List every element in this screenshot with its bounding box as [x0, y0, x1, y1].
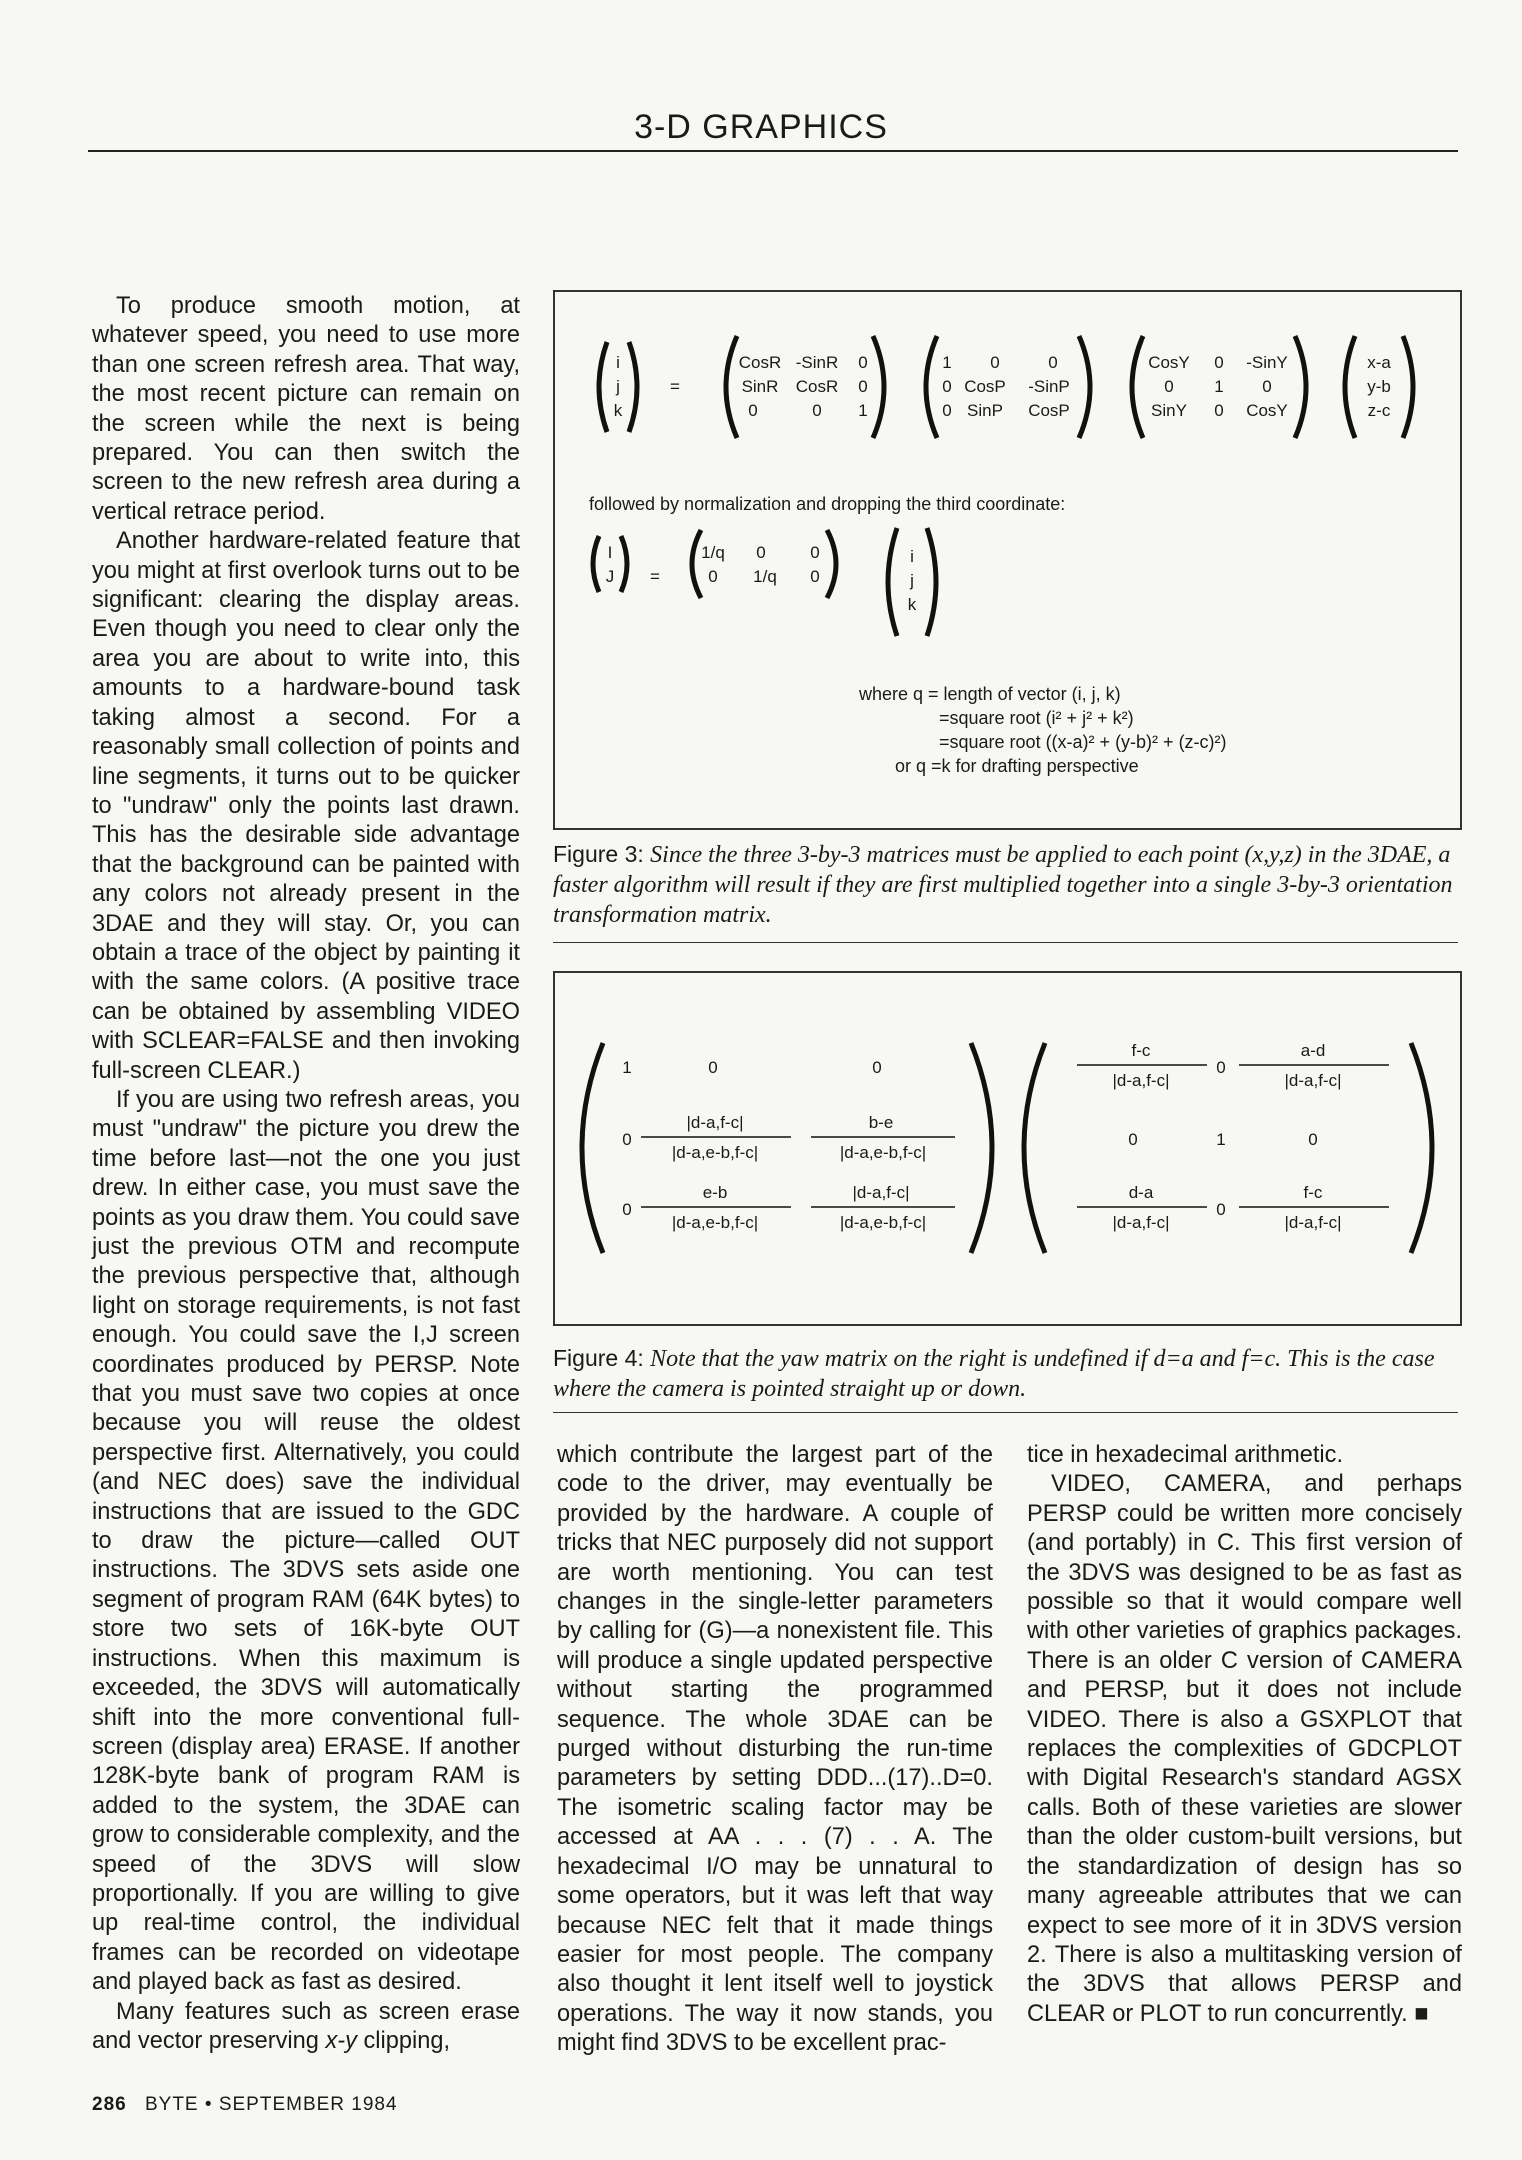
body-column-left	[92, 292, 520, 2056]
paren-left	[582, 1043, 603, 1253]
figure-label: Figure 4:	[553, 1345, 644, 1371]
matrix-entry: CosP	[1028, 401, 1070, 420]
matrix-entry: 0	[1262, 377, 1272, 396]
matrix-entry: CosR	[738, 353, 782, 372]
matrix-entry: 1/q	[753, 567, 777, 586]
paren-left	[692, 530, 701, 598]
fraction-numerator: e-b	[702, 1183, 728, 1202]
fraction-numerator: a-d	[1300, 1041, 1326, 1060]
where-line: or q =k for drafting perspective	[895, 756, 1139, 776]
matrix-entry: 1	[858, 401, 868, 420]
matrix-entry: y-b	[1367, 377, 1391, 396]
matrix-entry: 0	[622, 1200, 632, 1219]
where-line: =square root (i² + j² + k²)	[939, 708, 1134, 728]
matrix-entry: 0	[622, 1130, 632, 1149]
paragraph: To produce smooth motion, at whatever speed, you need to use more than one screen refresh area. That way, the most recent picture can remain on the screen while the next is being prepared. You can then switch the screen to the new refresh area during a vertical retrace period.	[92, 293, 520, 525]
matrix-entry: k	[907, 595, 917, 614]
paren-left	[1345, 336, 1355, 438]
matrix-entry: 0	[1216, 1200, 1226, 1219]
matrix-entry: 1	[1214, 377, 1224, 396]
figure-4-caption	[553, 1344, 1458, 1404]
header-rule	[88, 150, 1458, 152]
figure-3	[553, 290, 1462, 830]
paren-right	[1295, 336, 1306, 438]
page-header-title: 3-D GRAPHICS	[634, 108, 888, 146]
paragraph: VIDEO, CAMERA, and perhaps PERSP could be written more concisely (and portably) in C. This first version of the 3DVS was designed to be as fast as possible so that it would compare well with other varieties of graphics packages. There is an older C version of CAMERA and PERSP, but it does not include VIDEO. There is also a GSXPLOT that replaces the complexities of GDCPLOT with Digital Research's standard AGSX calls. Both of these varieties are slower than the older custom-built versions, but the standardization of design has so many agreeable attributes that we can expect to see more of it in 3DVS version 2. There is also a multitasking version of the 3DVS that allows PERSP and CLEAR or PLOT to run concurrently. ■	[1027, 1471, 1462, 2027]
caption-text: Note that the yaw matrix on the right is undefined if d=a and f=c. This is the case where the camera is pointed straight up or down.	[553, 1346, 1435, 1402]
matrix-entry: k	[613, 401, 623, 420]
fraction-denominator: |d-a,f-c|	[1284, 1213, 1342, 1232]
matrix-entry: 0	[1216, 1058, 1226, 1077]
paren-left	[599, 342, 607, 432]
matrix-entry: 0	[872, 1058, 882, 1077]
paren-right	[629, 342, 637, 432]
matrix-entry: 0	[858, 377, 868, 396]
caption-rule	[553, 942, 1458, 943]
fraction-numerator: b-e	[868, 1113, 894, 1132]
matrix-entry: 1	[942, 353, 952, 372]
matrix-entry: CosY	[1246, 401, 1288, 420]
publication-info: BYTE • SEPTEMBER 1984	[144, 2094, 398, 2115]
matrix-entry: j	[910, 571, 914, 590]
fraction-denominator: |d-a,e-b,f-c|	[839, 1213, 927, 1232]
paragraph: which contribute the largest part of the code to the driver, may eventually be provided by the hardware. A couple of tricks that NEC purposely did not support are worth mentioning. You can test changes in the single-letter parameters by calling for (G)—a nonexistent file. This will produce a single updated perspective without starting the programmed sequence. The whole 3DAE can be purged without disturbing the run-time parameters by setting DDD...(17)..D=0. The isometric scaling factor may be accessed at AA . . . (7) . . A. The hexadecimal I/O may be unnatural to some operators, but it was left that way because NEC felt that it made things easier for most people. The company also thought it lent itself well to joystick operations. The way it now stands, you might find 3DVS to be excellent prac-	[557, 1442, 993, 2057]
matrix-entry: 0	[990, 353, 1000, 372]
fraction-denominator: |d-a,f-c|	[1284, 1071, 1342, 1090]
matrix-entry: I	[607, 543, 613, 562]
fraction-numerator: f-c	[1131, 1041, 1151, 1060]
fraction-denominator: |d-a,f-c|	[1112, 1071, 1170, 1090]
matrix-entry: 1	[622, 1058, 632, 1077]
paren-left	[593, 536, 599, 592]
paren-right	[927, 528, 936, 636]
equals-sign: =	[650, 567, 660, 586]
paren-right	[827, 530, 836, 598]
where-line: where q = length of vector (i, j, k)	[859, 684, 1121, 704]
paragraph: tice in hexadecimal arithmetic.	[1027, 1442, 1344, 1468]
matrix-entry: 0	[756, 543, 766, 562]
fraction-denominator: |d-a,e-b,f-c|	[671, 1213, 759, 1232]
matrix-entry: CosY	[1148, 353, 1190, 372]
matrix-entry: CosP	[964, 377, 1006, 396]
paren-left	[926, 336, 937, 438]
matrix-entry: 0	[1214, 401, 1224, 420]
paragraph: Another hardware-related feature that you might at first overlook turns out to be significant: clearing the display areas. Even though you need to clear only the area you are about to write into, this amounts to a hardware-bound task taking almost a second. For a reasonably small collection of points and line segments, it turns out to be quicker to "undraw" only the points last drawn. This has the desirable side advantage that the background can be painted with any colors not already present in the 3DAE and they will stay. Or, you can obtain a trace of the object by painting it with the same colors. (A positive trace can be obtained by assembling VIDEO with SCLEAR=FALSE and then invoking full-screen CLEAR.)	[92, 528, 520, 1084]
matrix-entry: J	[605, 567, 615, 586]
end-mark: ■	[1414, 2000, 1429, 2027]
matrix-entry: 0	[708, 1058, 718, 1077]
matrix-entry: x-a	[1367, 353, 1391, 372]
paragraph: If you are using two refresh areas, you must "undraw" the picture you drew the time before last—not the one you just drew. In either case, you must save the points as you draw them. You could save just the previous OTM and recompute the previous perspective that, although light on storage requirements, is not fast enough. You could save the I,J screen coordinates produced by PERSP. Note that you must save two copies at once because you will reuse the oldest perspective first. Alternatively, you could (and NEC does) save the individual instructions that are issued to the GDC to draw the picture—called OUT instructions. The 3DVS sets aside one segment of program RAM (64K bytes) to store two sets of 16K-byte OUT instructions. When this maximum is exceeded, the 3DVS will automatically shift into the more conventional full-screen (display area) ERASE. If another 128K-byte bank of program RAM is added to the system, the 3DAE can grow to considerable complexity, and the speed of the 3DVS will slow proportionally. If you are willing to give up real-time control, the individual frames can be recorded on videotape and played back as fast as desired.	[92, 1086, 520, 1996]
matrix-entry: 1	[1216, 1130, 1226, 1149]
fraction-numerator: |d-a,f-c|	[686, 1113, 744, 1132]
page-footer	[92, 2094, 398, 2116]
fraction-numerator: f-c	[1303, 1183, 1323, 1202]
matrix-entry: 0	[708, 567, 718, 586]
fraction-numerator: |d-a,f-c|	[852, 1183, 910, 1202]
matrix-entry: -SinP	[1028, 377, 1070, 396]
matrix-entry: 0	[942, 377, 952, 396]
paren-left	[1132, 336, 1143, 438]
paren-left	[1024, 1043, 1045, 1253]
body-column-right	[1027, 1441, 1462, 2029]
caption-text: Since the three 3-by-3 matrices must be applied to each point (x,y,z) in the 3DAE, a faster algorithm will result if they are first multiplied together into a single 3-by-3 orientation transformation matrix.	[553, 842, 1453, 928]
figure-4	[553, 971, 1462, 1326]
caption-rule	[553, 1412, 1458, 1413]
where-line: =square root ((x-a)² + (y-b)² + (z-c)²)	[939, 732, 1227, 752]
figure-3-equations	[555, 292, 1460, 828]
matrix-entry: 0	[942, 401, 952, 420]
matrix-entry: z-c	[1367, 401, 1391, 420]
matrix-entry: 0	[1128, 1130, 1138, 1149]
matrix-entry: i	[616, 353, 620, 372]
paren-right	[1079, 336, 1090, 438]
paren-right	[971, 1043, 992, 1253]
paren-left	[726, 336, 737, 438]
matrix-entry: i	[910, 547, 914, 566]
matrix-entry: 0	[1214, 353, 1224, 372]
matrix-entry: j	[616, 377, 620, 396]
paren-right	[1403, 336, 1413, 438]
matrix-entry: 0	[1164, 377, 1174, 396]
matrix-entry: -SinY	[1246, 353, 1288, 372]
matrix-entry: 0	[858, 353, 868, 372]
paren-right	[621, 536, 627, 592]
figure-label: Figure 3:	[553, 841, 644, 867]
matrix-entry: CosR	[795, 377, 839, 396]
matrix-entry: 0	[810, 543, 820, 562]
figure-4-equations	[555, 973, 1460, 1324]
matrix-entry: -SinR	[795, 353, 839, 372]
matrix-entry: 0	[1308, 1130, 1318, 1149]
normalization-text: followed by normalization and dropping the third coordinate:	[589, 494, 1066, 514]
fraction-numerator: d-a	[1128, 1183, 1154, 1202]
paren-right	[1411, 1043, 1432, 1253]
paren-right	[873, 336, 884, 438]
fraction-denominator: |d-a,e-b,f-c|	[839, 1143, 927, 1162]
body-column-middle	[557, 1441, 993, 2059]
fraction-denominator: |d-a,e-b,f-c|	[671, 1143, 759, 1162]
matrix-entry: SinR	[741, 377, 779, 396]
matrix-entry: 0	[810, 567, 820, 586]
equals-sign: =	[670, 377, 680, 396]
matrix-entry: 0	[748, 401, 758, 420]
paren-left	[888, 528, 897, 636]
fraction-denominator: |d-a,f-c|	[1112, 1213, 1170, 1232]
matrix-entry: 0	[812, 401, 822, 420]
paragraph: Many features such as screen erase and vector preserving x-y clipping,	[92, 1998, 520, 2054]
figure-3-caption	[553, 840, 1458, 930]
matrix-entry: 1/q	[701, 543, 725, 562]
matrix-entry: SinP	[967, 401, 1003, 420]
matrix-entry: SinY	[1151, 401, 1187, 420]
page-number: 286	[92, 2094, 127, 2115]
matrix-entry: 0	[1048, 353, 1058, 372]
